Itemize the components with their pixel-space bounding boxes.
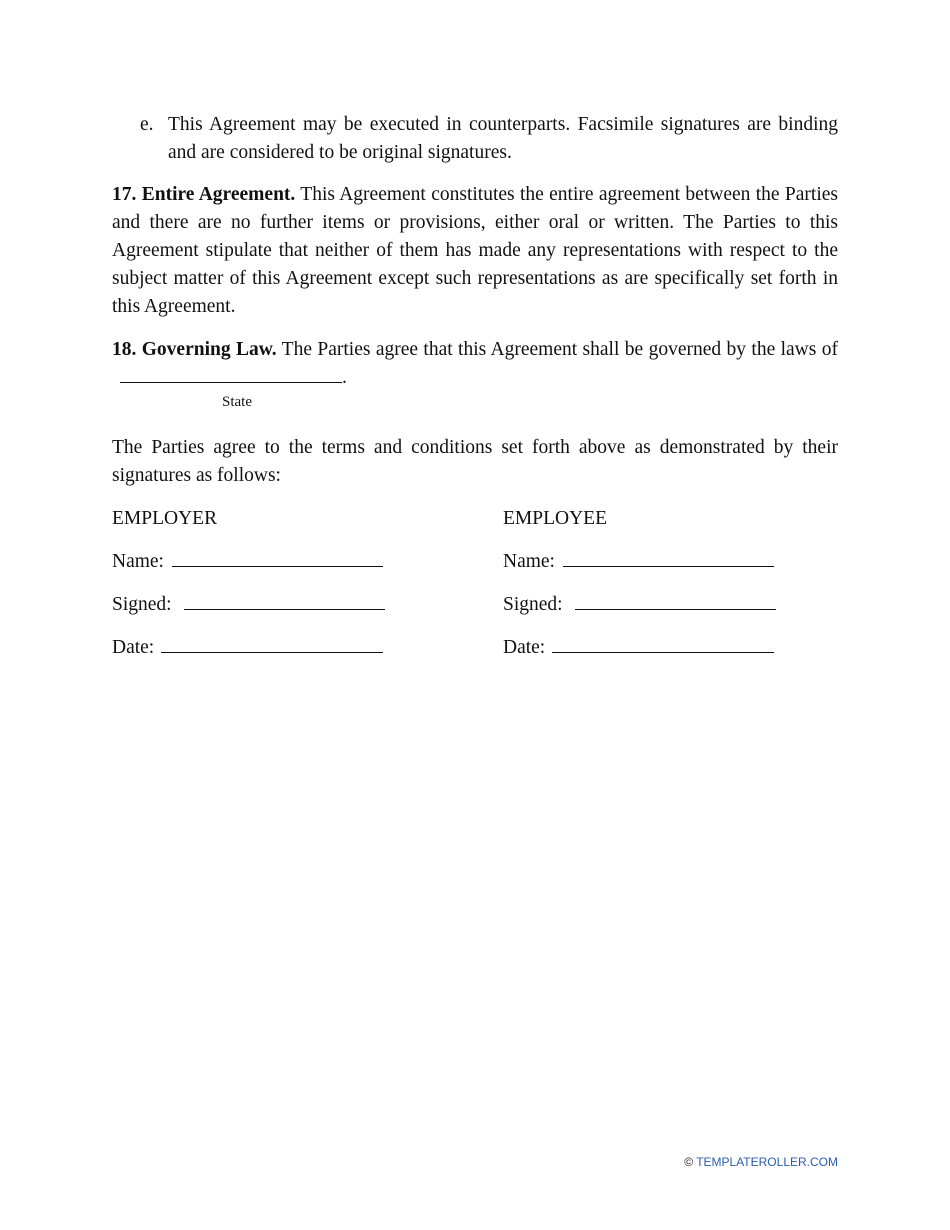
list-item-e — [112, 111, 838, 167]
employer-date-label: Date: — [112, 637, 155, 658]
closing-statement: The Parties agree to the terms and conditions set forth above as demonstrated by their signatures as follows: — [112, 437, 838, 486]
employee-date-row — [503, 634, 838, 662]
employer-date-line[interactable] — [161, 634, 383, 653]
footer-credit — [684, 1155, 838, 1169]
list-marker: e. — [140, 114, 154, 135]
employee-signed-line[interactable] — [575, 591, 776, 610]
employer-signed-label: Signed: — [112, 594, 172, 615]
list-item-text: This Agreement may be executed in counterparts. Facsimile signatures are binding and are considered to be original signatures. — [168, 114, 838, 163]
section-18-heading: 18. Governing Law. — [112, 339, 277, 360]
employee-date-label: Date: — [503, 637, 546, 658]
employee-signed-row — [503, 591, 838, 619]
employee-name-line[interactable] — [563, 548, 774, 567]
employee-name-label: Name: — [503, 551, 555, 572]
section-17-heading: 17. Entire Agreement. — [112, 184, 296, 205]
employer-name-label: Name: — [112, 551, 164, 572]
employer-name-line[interactable] — [172, 548, 383, 567]
period: . — [342, 367, 347, 388]
section-governing-law — [112, 336, 838, 392]
signature-block — [112, 505, 838, 662]
employee-date-line[interactable] — [552, 634, 774, 653]
document-page — [112, 111, 838, 662]
employer-name-row — [112, 548, 503, 576]
section-entire-agreement — [112, 181, 838, 321]
state-blank-line[interactable] — [120, 364, 342, 383]
section-17-text: This Agreement constitutes the entire agreement between the Parties and there are no further items or provisions, either oral or written. The Parties to this Agreement stipulate that neither of them has made any representations with respect to the subject matter of this Agreement except such representations as are specifically set forth in this Agreement. — [112, 184, 838, 317]
templateroller-link[interactable]: TEMPLATEROLLER.COM — [696, 1155, 838, 1169]
employer-title: EMPLOYER — [112, 508, 218, 529]
employee-title: EMPLOYEE — [503, 508, 607, 529]
employer-signed-line[interactable] — [184, 591, 385, 610]
copyright-symbol: © — [684, 1155, 694, 1169]
state-caption: State — [222, 394, 252, 410]
employer-date-row — [112, 634, 503, 662]
employer-signed-row — [112, 591, 503, 619]
section-18-text: The Parties agree that this Agreement shall be governed by the laws of — [281, 339, 838, 360]
employee-name-row — [503, 548, 838, 576]
employee-signed-label: Signed: — [503, 594, 563, 615]
